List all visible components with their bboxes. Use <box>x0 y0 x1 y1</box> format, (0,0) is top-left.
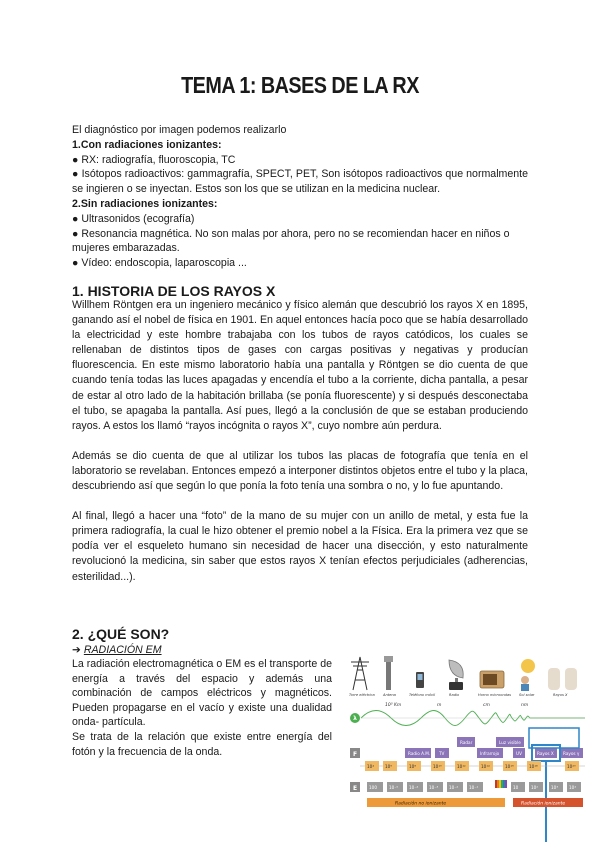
band-label: Infrarrojo <box>480 751 500 756</box>
freq-label: 10⁴ <box>367 764 375 769</box>
band-label: TV <box>439 751 445 756</box>
phone-icon <box>416 672 424 688</box>
ionizing-heading: 1.Con radiaciones ionizantes: <box>72 138 222 151</box>
icon-label: Rayos X <box>553 693 568 697</box>
list-item: ● Resonancia magnética. No son malas por ahora, pero no se recomiendan hacer en niños o mujeres embarazadas. <box>72 227 510 255</box>
paragraph: Se trata de la relación que existe entre energía del fotón y la frecuencia de la onda. <box>72 730 332 758</box>
list-item: ● Isótopos radioactivos: gammagrafía, SPECT, PET, Son isótopos radioactivos que normalmente se ingieren o se inyectan. Estos son los que se utilizan en la medicina nuclear. <box>72 168 528 196</box>
freq-label: 10⁶ <box>385 764 393 769</box>
wavelength-label: nm <box>521 703 529 708</box>
energy-label: 10 <box>513 785 519 790</box>
band-label: Luz visible <box>499 740 521 745</box>
subheading-text: RADIACIÓN EM <box>83 644 162 656</box>
em-spectrum-diagram <box>345 652 591 842</box>
freq-label: 10¹⁴ <box>481 764 490 769</box>
section2-body <box>72 657 332 759</box>
radio-icon <box>449 682 463 690</box>
paragraph: Al final, llegó a hacer una “foto” de la mano de su mujer con un anillo de metal, y esta fue la primera radiografía, la cual le hizo obtener el premio nobel a la Física. Era la primera vez que se podía ver el esqueleto humano sin necesidad de hacer una disección, y esto naturalmente revolucionó la medicina, sin saber que estos rayos X tenían efectos perjudiciales (adherencias, esterilidad...). <box>72 510 528 583</box>
section2-heading: 2. ¿QUÉ SON? <box>72 626 170 642</box>
arrow-icon: ➔ <box>72 644 81 656</box>
antenna-icon <box>384 656 393 690</box>
band-label: UV <box>516 751 522 756</box>
freq-label: 10⁸ <box>409 764 417 769</box>
f-symbol: F <box>353 751 358 758</box>
freq-label: 10¹⁰ <box>433 764 442 769</box>
nonionizing-heading: 2.Sin radiaciones ionizantes: <box>72 197 218 210</box>
freq-label: 10¹⁶ <box>505 764 514 769</box>
energy-label: 100 <box>369 785 377 790</box>
list-item: ● RX: radiografía, fluoroscopia, TC <box>72 153 236 166</box>
icon-label: Teléfono móvil <box>409 693 436 697</box>
wavelength-label: m <box>437 703 442 708</box>
intro-block <box>72 123 528 271</box>
icon-label: Torre eléctrica <box>349 693 375 697</box>
freq-label: 10¹² <box>457 764 466 769</box>
intro-line: El diagnóstico por imagen podemos realizarlo <box>72 124 287 136</box>
list-item: ● Ultrasonidos (ecografía) <box>72 212 195 225</box>
band-label: Radar <box>460 740 473 745</box>
feet-xray-icon <box>548 668 577 690</box>
icon-label: Radio <box>449 693 460 697</box>
paragraph: Willhem Röntgen era un ingeniero mecánico y físico alemán que descubrió los rayos X en 1895, ganando así el nobel de física en 1901. En aquel entonces hacía poco que se había desarrollado la electricidad y este hombre trabajaba con los tubos de rayos catódicos, los cuales se rellenaban de distintos tipos de gases con cargas positivas y negativas y producían fluorescencia. En este mismo laboratorio había una pantalla y Röntgen se dio cuenta de que cuando tenía todas las luces apagadas y encendía el tubo a la corriente, dicha pantalla, a pesar de estar al otro lado de la habitación brillaba (se ponía fluorescente) y si después desconectaba el tubo, se apagaba la pantalla. Así pues, llegó a la conclusión de que se estaban produciendo rayos. A estos los llamó “rayos incógnita o rayos X”, cuyo nombre aún perdura. <box>72 299 528 432</box>
paragraph: La radiación electromagnética o EM es el transporte de energía a través del espacio y además una combinación de campos eléctricos y magnéticos. Pueden propagarse en el vacío y existe una dualidad onda- partícula. <box>72 658 332 729</box>
nonionizing-label: Radiación no ionizante <box>395 801 447 807</box>
ionizing-label: Radiación ionizante <box>521 801 566 807</box>
visible-spectrum-strip <box>495 780 507 788</box>
radiation-subheading <box>72 644 162 656</box>
section1-heading: 1. HISTORIA DE LOS RAYOS X <box>72 283 276 299</box>
paragraph: Además se dio cuenta de que al utilizar los tubos las placas de fotografía que tenía en el laboratorio se revelaban. Entonces empezó a interponer distintos objetos entre el tubo y la placa, descubriendo así que según lo que ponía la foto tenía una sombra o no, y lo fue apuntando. <box>72 449 528 493</box>
energy-label: 10⁻⁴ <box>409 785 419 790</box>
energy-label: 10⁻³ <box>429 785 439 790</box>
list-item: ● Vídeo: endoscopia, laparoscopia ... <box>72 257 247 270</box>
microwave-icon <box>480 671 504 688</box>
energy-label: 10² <box>531 785 539 790</box>
energy-label: 10⁻² <box>449 785 459 790</box>
band-label: Rayos γ <box>563 751 580 756</box>
section1-body <box>72 298 528 585</box>
lambda-symbol: λ <box>353 715 357 722</box>
energy-label: 10⁻¹ <box>469 785 479 790</box>
wavelength-label: cm <box>483 703 490 708</box>
icon-label: Sol solar <box>519 693 535 697</box>
tower-icon <box>351 657 369 690</box>
wavelength-label: 10³ Km <box>385 703 402 708</box>
sun-person-icon <box>521 659 535 691</box>
page-title: TEMA 1: BASES DE LA RX <box>181 72 419 98</box>
freq-label: 10¹⁸ <box>529 764 538 769</box>
energy-label: 10⁴ <box>569 785 577 790</box>
band-label: Rayos X <box>537 751 554 756</box>
icon-label: Antena <box>383 693 396 697</box>
freq-label: 10²⁰ <box>567 764 576 769</box>
energy-label: 10³ <box>551 785 559 790</box>
energy-label: 10⁻⁵ <box>389 785 399 790</box>
icon-label: Horno microondas <box>478 693 511 697</box>
band-label: Radio A.M. <box>408 751 431 756</box>
e-symbol: E <box>353 785 358 792</box>
em-spectrum-figure <box>345 652 591 842</box>
